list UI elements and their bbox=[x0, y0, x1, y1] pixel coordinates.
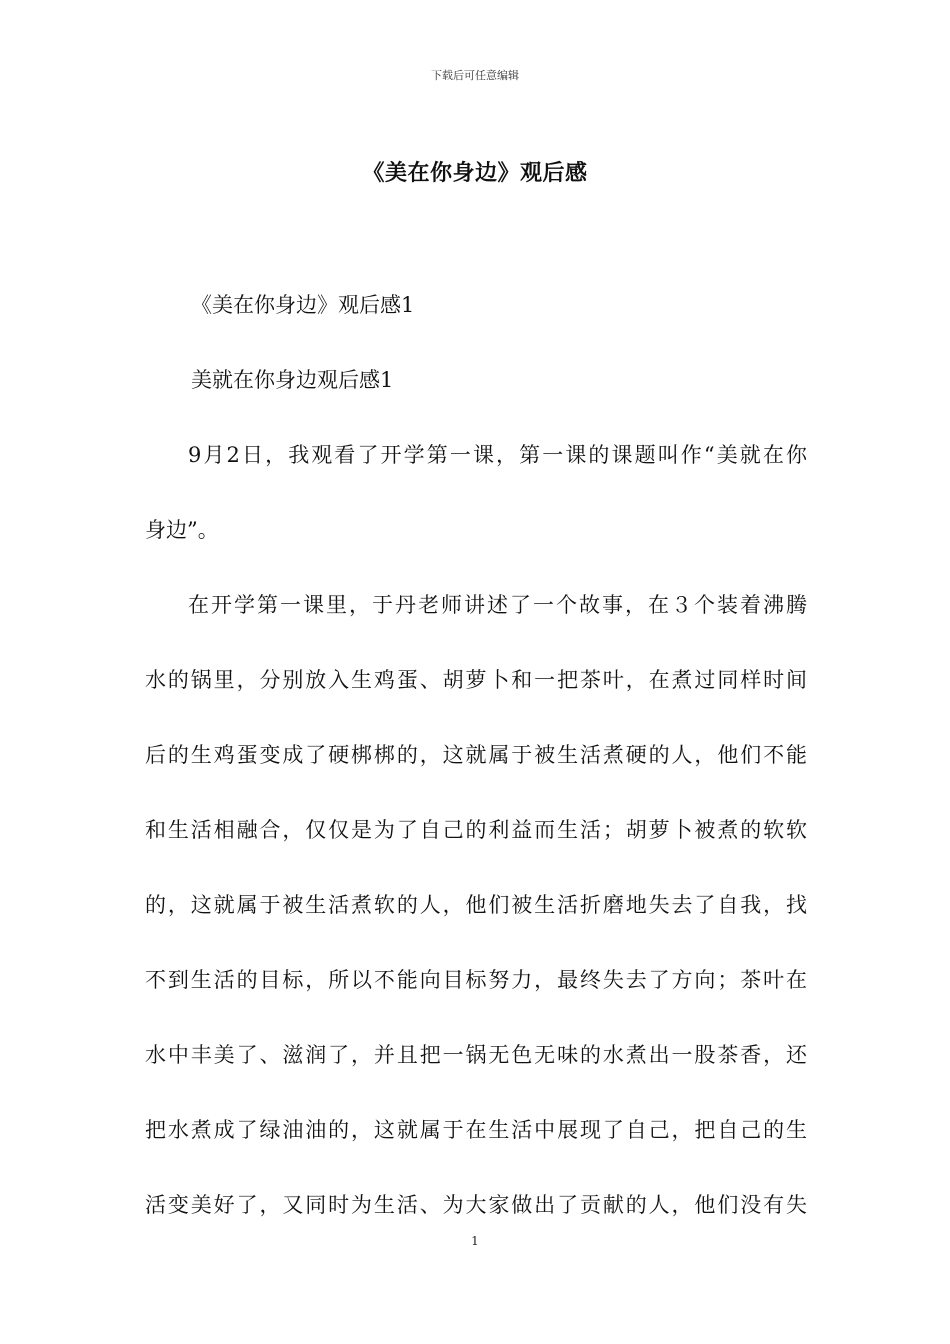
paragraph-line: 水的锅里，分别放入生鸡蛋、胡萝卜和一把茶叶，在煮过同样时间 bbox=[145, 668, 807, 692]
paragraph-line: 水中丰美了、滋润了，并且把一锅无色无味的水煮出一股茶香，还 bbox=[145, 1043, 807, 1067]
paragraph-line: 后的生鸡蛋变成了硬梆梆的，这就属于被生活煮硬的人，他们不能 bbox=[145, 743, 807, 767]
paragraph-line: 在开学第一课里，于丹老师讲述了一个故事，在３个装着沸腾 bbox=[188, 593, 807, 617]
page-number: 1 bbox=[471, 1234, 479, 1248]
header-note: 下载后可任意编辑 bbox=[431, 69, 519, 82]
paragraph-line: 9月2日，我观看了开学第一课，第一课的课题叫作“美就在你 bbox=[188, 443, 807, 467]
paragraph-line: 把水煮成了绿油油的，这就属于在生活中展现了自己，把自己的生 bbox=[145, 1118, 807, 1142]
paragraph-line: 和生活相融合，仅仅是为了自己的利益而生活；胡萝卜被煮的软软 bbox=[145, 818, 807, 842]
paragraph-line: 活变美好了，又同时为生活、为大家做出了贡献的人，他们没有失 bbox=[145, 1193, 807, 1217]
subheading-1: 《美在你身边》观后感1 bbox=[191, 293, 415, 317]
document-title: 《美在你身边》观后感 bbox=[362, 160, 588, 186]
document-body bbox=[145, 286, 807, 1261]
paragraph-line: 的，这就属于被生活煮软的人，他们被生活折磨地失去了自我，找 bbox=[145, 893, 807, 917]
subheading-2: 美就在你身边观后感1 bbox=[191, 368, 394, 392]
paragraph-line: 身边”。 bbox=[145, 518, 219, 542]
paragraph-line: 不到生活的目标，所以不能向目标努力，最终失去了方向；茶叶在 bbox=[145, 968, 807, 992]
